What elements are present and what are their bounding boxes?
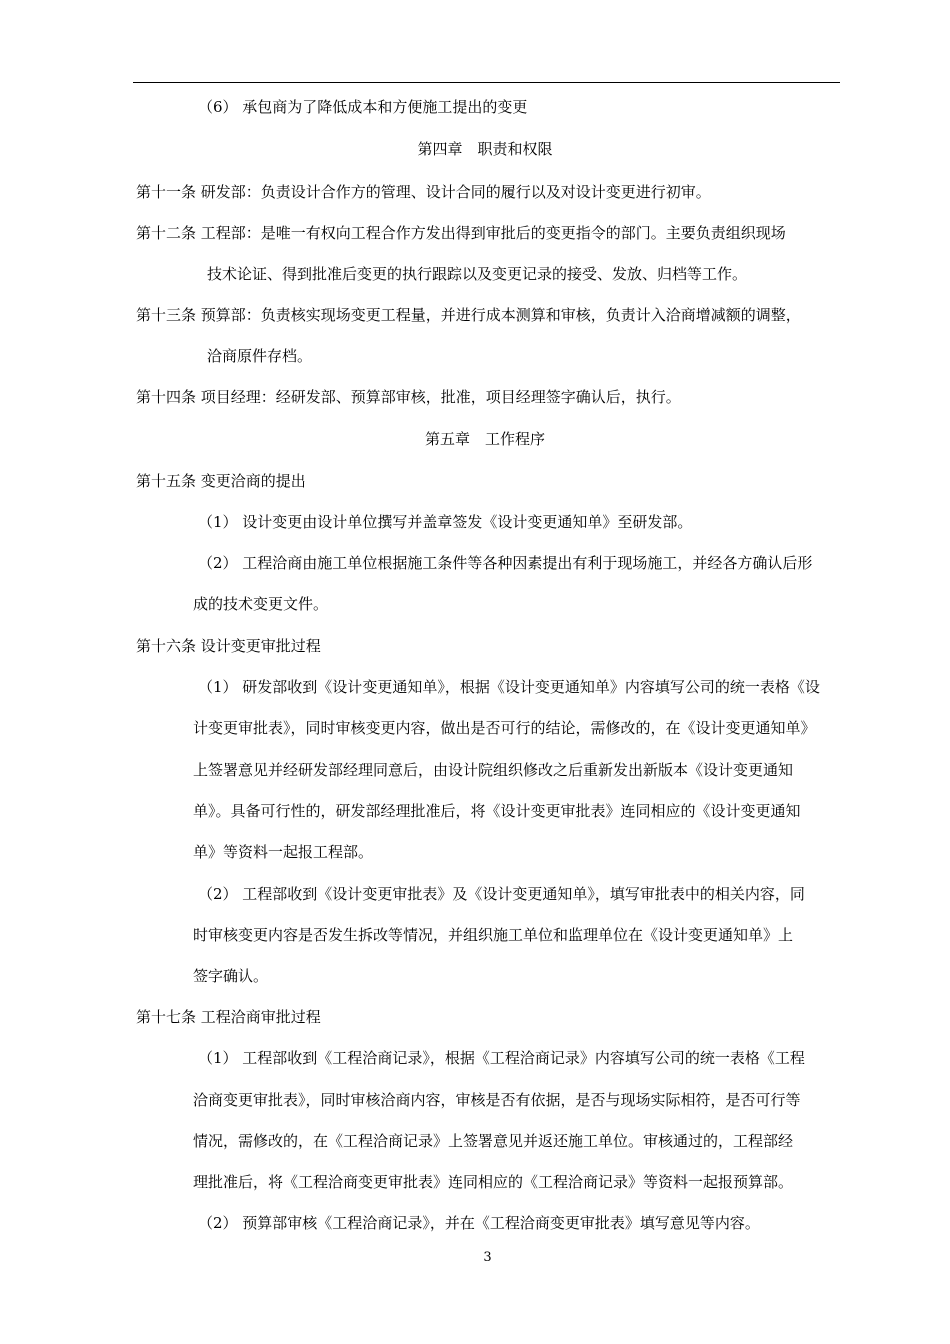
- article-paragraph: 第十三条 预算部：负责核实现场变更工程量，并进行成本测算和审核，负责计入洽商增减额的调整，: [136, 306, 801, 324]
- list-item-continuation: 签字确认。: [193, 967, 269, 985]
- list-item: （1） 设计变更由设计单位撰写并盖章签发《设计变更通知单》至研发部。: [198, 513, 693, 531]
- article-heading: 第十七条 工程洽商审批过程: [136, 1008, 321, 1026]
- list-item-continuation: 单》等资料一起报工程部。: [193, 843, 374, 861]
- header-rule: [133, 82, 840, 83]
- article-heading: 第十五条 变更洽商的提出: [136, 472, 306, 490]
- article-paragraph: 第十四条 项目经理：经研发部、预算部审核，批准，项目经理签字确认后，执行。: [136, 388, 681, 406]
- article-paragraph-continuation: 洽商原件存档。: [207, 347, 313, 365]
- article-paragraph: 第十一条 研发部：负责设计合作方的管理、设计合同的履行以及对设计变更进行初审。: [136, 183, 711, 201]
- article-heading: 第十六条 设计变更审批过程: [136, 637, 321, 655]
- list-item-continuation: 单》。具备可行性的，研发部经理批准后，将《设计变更审批表》连同相应的《设计变更通知: [193, 802, 801, 820]
- article-paragraph-continuation: 技术论证、得到批准后变更的执行跟踪以及变更记录的接受、发放、归档等工作。: [207, 265, 748, 283]
- list-item-continuation: 时审核变更内容是否发生拆改等情况，并组织施工单位和监理单位在《设计变更通知单》上: [193, 926, 794, 944]
- page-number: 3: [483, 1250, 492, 1265]
- chapter-heading: 第四章 职责和权限: [417, 140, 553, 158]
- list-item: （2） 工程部收到《设计变更审批表》及《设计变更通知单》，填写审批表中的相关内容，同: [198, 885, 805, 903]
- list-item: （6） 承包商为了降低成本和方便施工提出的变更: [198, 98, 528, 116]
- list-item: （1） 研发部收到《设计变更通知单》，根据《设计变更通知单》内容填写公司的统一表格《设: [198, 678, 820, 696]
- list-item-continuation: 洽商变更审批表》，同时审核洽商内容，审核是否有依据，是否与现场实际相符，是否可行等: [193, 1091, 801, 1109]
- list-item: （2） 预算部审核《工程洽商记录》，并在《工程洽商变更审批表》填写意见等内容。: [198, 1214, 760, 1232]
- list-item-continuation: 计变更审批表》，同时审核变更内容，做出是否可行的结论，需修改的，在《设计变更通知单》: [193, 719, 816, 737]
- list-item-continuation: 情况，需修改的，在《工程洽商记录》上签署意见并返还施工单位。审核通过的，工程部经: [193, 1132, 794, 1150]
- chapter-heading: 第五章 工作程序: [424, 430, 545, 448]
- list-item: （2） 工程洽商由施工单位根据施工条件等各种因素提出有利于现场施工，并经各方确认后形: [198, 554, 813, 572]
- list-item-continuation: 成的技术变更文件。: [193, 595, 329, 613]
- article-paragraph: 第十二条 工程部：是唯一有权向工程合作方发出得到审批后的变更指令的部门。主要负责组织现场: [136, 224, 786, 242]
- list-item-continuation: 上签署意见并经研发部经理同意后，由设计院组织修改之后重新发出新版本《设计变更通知: [193, 761, 794, 779]
- list-item-continuation: 理批准后，将《工程洽商变更审批表》连同相应的《工程洽商记录》等资料一起报预算部。: [193, 1173, 794, 1191]
- list-item: （1） 工程部收到《工程洽商记录》，根据《工程洽商记录》内容填写公司的统一表格《工程: [198, 1049, 805, 1067]
